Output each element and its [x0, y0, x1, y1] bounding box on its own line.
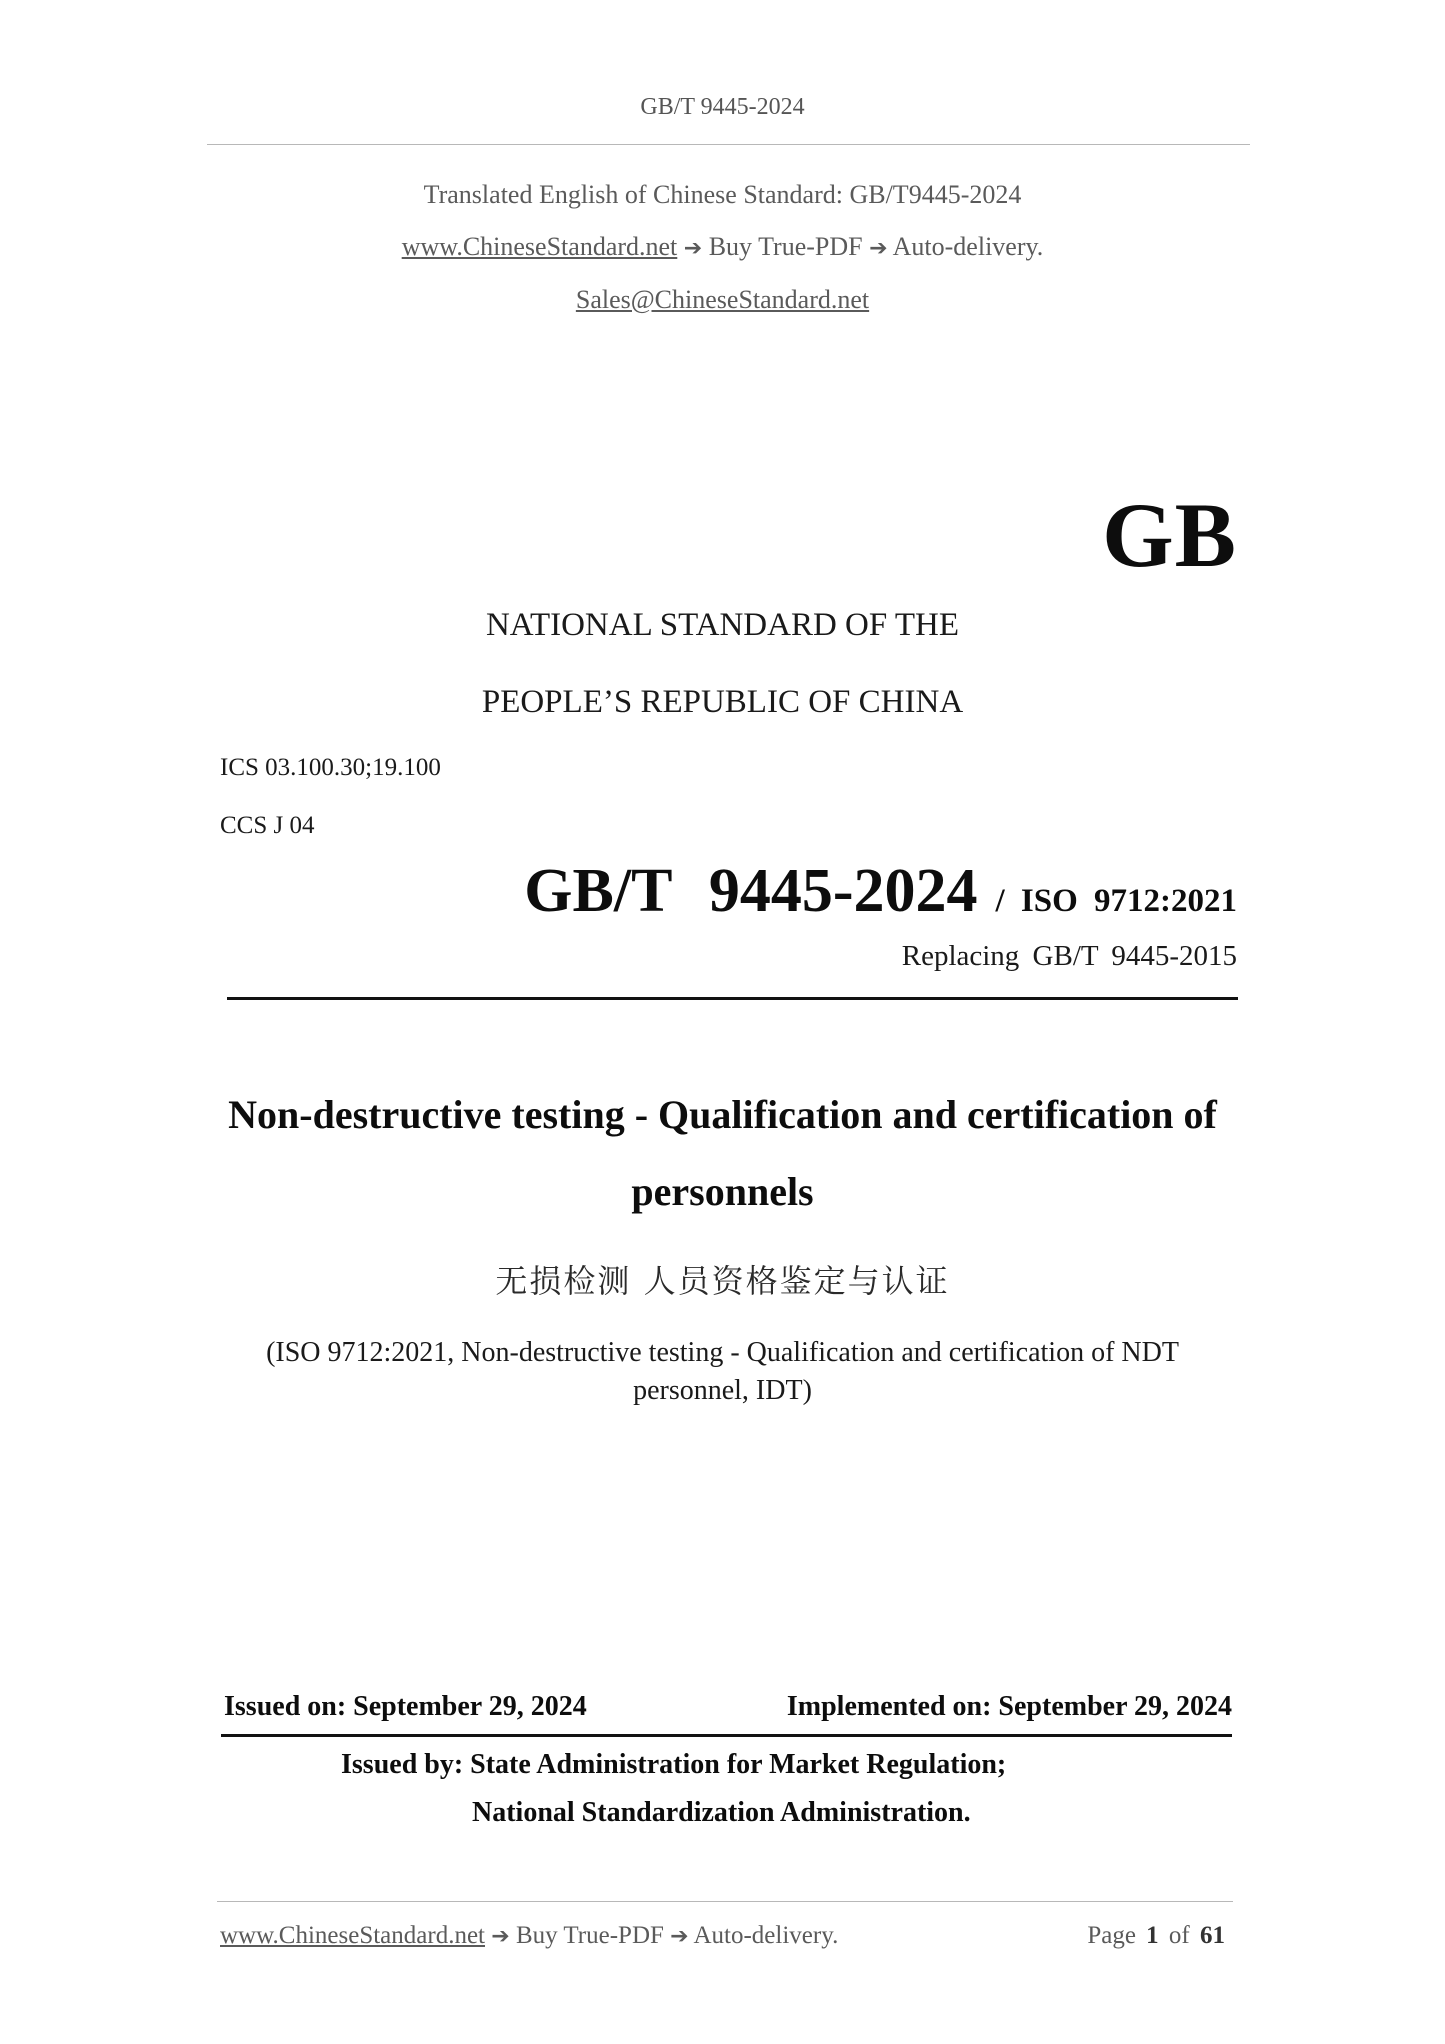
page-indicator: [1087, 1922, 1225, 1950]
english-title-line2: personnels: [631, 1169, 814, 1214]
implemented-date: Implemented on: September 29, 2024: [786, 1691, 1232, 1722]
ics-code: ICS 03.100.30;19.100: [220, 754, 441, 781]
english-title-line1: Non-destructive testing - Qualification and certification of: [228, 1092, 1217, 1137]
iso-description-line1: (ISO 9712:2021, Non-destructive testing - Qualification and certification of NDT: [266, 1337, 1179, 1368]
title-divider: [227, 997, 1238, 1000]
iso-description-line2: personnel, IDT): [633, 1375, 812, 1406]
footer-site-link[interactable]: www.ChineseStandard.net: [220, 1922, 485, 1949]
iso-equivalent: / ISO 9712:2021: [995, 883, 1237, 919]
standard-number-row: [524, 856, 1237, 927]
ccs-code: CCS J 04: [220, 812, 315, 839]
national-standard-title-line1: NATIONAL STANDARD OF THE: [485, 607, 960, 643]
national-standard-title-line2: PEOPLE’S REPUBLIC OF CHINA: [481, 684, 964, 720]
footer-auto-delivery-text: Auto-delivery.: [693, 1922, 839, 1949]
site-link[interactable]: www.ChineseStandard.net: [401, 232, 678, 261]
arrow-right-icon: ➔: [869, 236, 888, 261]
buy-pdf-text: Buy True-PDF: [708, 232, 863, 261]
site-promo-line: [0, 232, 1445, 262]
page-word: Page: [1087, 1922, 1136, 1949]
dates-divider: [221, 1734, 1232, 1737]
page-current: 1: [1146, 1922, 1159, 1949]
replacing-standard: Replacing GB/T 9445-2015: [901, 940, 1237, 972]
gb-logo: GB: [1102, 484, 1237, 586]
issuer-line1: Issued by: State Administration for Market Regulation;: [341, 1749, 1007, 1780]
arrow-right-icon: ➔: [491, 1924, 510, 1949]
footer-promo: [220, 1922, 838, 1950]
of-word: of: [1168, 1922, 1190, 1949]
chinese-title: 无损检测 人员资格鉴定与认证: [495, 1262, 950, 1300]
footer-divider: [217, 1901, 1233, 1902]
page-total: 61: [1200, 1922, 1225, 1949]
sales-email-link[interactable]: Sales@ChineseStandard.net: [575, 285, 870, 314]
auto-delivery-text: Auto-delivery.: [892, 232, 1044, 261]
footer-buy-pdf-text: Buy True-PDF: [515, 1922, 664, 1949]
email-line: [0, 285, 1445, 315]
issued-date: Issued on: September 29, 2024: [224, 1691, 587, 1722]
standard-number: GB/T 9445-2024: [524, 857, 978, 925]
translation-notice: Translated English of Chinese Standard: GB/T9445-2024: [423, 180, 1022, 209]
header-divider: [207, 144, 1250, 145]
arrow-right-icon: ➔: [670, 1924, 689, 1949]
arrow-right-icon: ➔: [683, 236, 703, 261]
running-header: GB/T 9445-2024: [640, 94, 805, 120]
issuer-line2: National Standardization Administration.: [472, 1797, 971, 1828]
